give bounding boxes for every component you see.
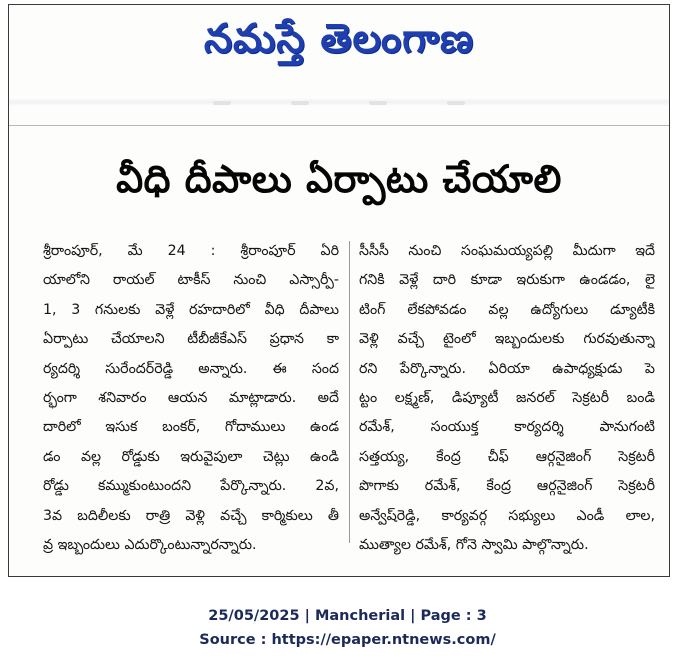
faded-mark bbox=[213, 101, 231, 105]
article-line: అన్వేష్‌రెడ్డి, కార్యవర్గ సభ్యులు ఎండీ లాల, bbox=[359, 507, 655, 524]
article-line: వ్ర ఇబ్బందులు ఎదుర్కొంటున్నారన్నారు. bbox=[43, 536, 257, 553]
article-line: 3వ బదిలీలకు రాత్రి వెళ్లి వచ్చే కార్మికులు తీ bbox=[43, 507, 339, 524]
article-column-right bbox=[359, 237, 655, 560]
article-line: శ్రీరాంపూర్, మే 24 : శ్రీరాంపూర్ ఏరి bbox=[43, 243, 339, 259]
article-headline: వీధి దీపాలు ఏర్పాటు చేయాలి bbox=[116, 157, 562, 201]
article-line: ర్యదర్శి సురేందర్‌రెడ్డి అన్నారు. ఈ సంద bbox=[43, 360, 339, 377]
column-divider bbox=[349, 241, 350, 543]
masthead-divider bbox=[9, 125, 669, 126]
article-line: 1, 3 గనులకు వెళ్లే రహదారిలో వీధి దీపాలు bbox=[43, 301, 339, 318]
article-line: ఏర్పాటు చేయాలని టీబీజీకేఎస్ ప్రధాన కా bbox=[43, 331, 339, 348]
article-column-left bbox=[43, 237, 339, 560]
article-line: దారిలో ఇసుక బంకర్, గోదాములు ఉండ bbox=[43, 419, 339, 436]
article-line: రమేశ్, సంయుక్త కార్యదర్శి పానుగంటి bbox=[359, 419, 655, 436]
faded-mark bbox=[291, 101, 309, 105]
edition-meta: 25/05/2025 | Mancherial | Page : 3 bbox=[208, 608, 487, 624]
article-line: వెళ్లి వచ్చే టైంలో ఇబ్బందులకు గురవుతున్నా bbox=[359, 331, 655, 348]
article-line: ట్టం లక్ష్మణ్, డిప్యూటీ జనరల్ సెక్రటరీ బండి bbox=[359, 389, 655, 406]
article-line: టింగ్ లేకపోవడం వల్ల ఉద్యోగులు డ్యూటీకి bbox=[359, 301, 655, 318]
article-line: ర్భంగా శనివారం ఆయన మాట్లాడారు. అదే bbox=[43, 389, 339, 406]
article-line: సత్తయ్య, కేంద్ర చీఫ్ ఆర్గనైజింగ్ సెక్రటరీ bbox=[359, 448, 655, 465]
article-body bbox=[9, 237, 669, 557]
masthead-logo: నమస్తే తెలంగాణ bbox=[203, 16, 475, 62]
source-link[interactable]: Source : https://epaper.ntnews.com/ bbox=[199, 632, 496, 648]
article-line: డం వల్ల రోడ్డుకు ఇరువైపులా చెట్లు ఉండి bbox=[43, 448, 339, 465]
article-line: రోడ్డు కమ్ముకుంటుందని పేర్కొన్నారు. 2వ, bbox=[43, 478, 339, 495]
article-line: సీసీసీ నుంచి సంఘమయ్యపల్లి మీదుగా ఇదే bbox=[359, 243, 655, 259]
article-line: రని పేర్కొన్నారు. ఏరియా ఉపాధ్యక్షుడు పె bbox=[359, 360, 655, 377]
article-line: పొగాకు రమేశ్, కేంద్ర ఆర్గనైజింగ్ సెక్రటరీ bbox=[359, 478, 655, 495]
article-line: ముత్యాల రమేశ్, గోనె స్వామి పాల్గొన్నారు. bbox=[359, 536, 589, 553]
source-footer bbox=[0, 604, 695, 652]
masthead-faded-marks bbox=[9, 101, 669, 105]
faded-mark bbox=[447, 101, 465, 105]
article-line: గనికి వెళ్లే దారి కూడా ఇరుకుగా ఉండడం, లై bbox=[359, 272, 655, 289]
newspaper-clipping bbox=[8, 4, 670, 577]
faded-mark bbox=[369, 101, 387, 105]
article-line: యాలోని రాయల్ టాకీస్ నుంచి ఎస్సార్పీ- bbox=[43, 272, 339, 289]
